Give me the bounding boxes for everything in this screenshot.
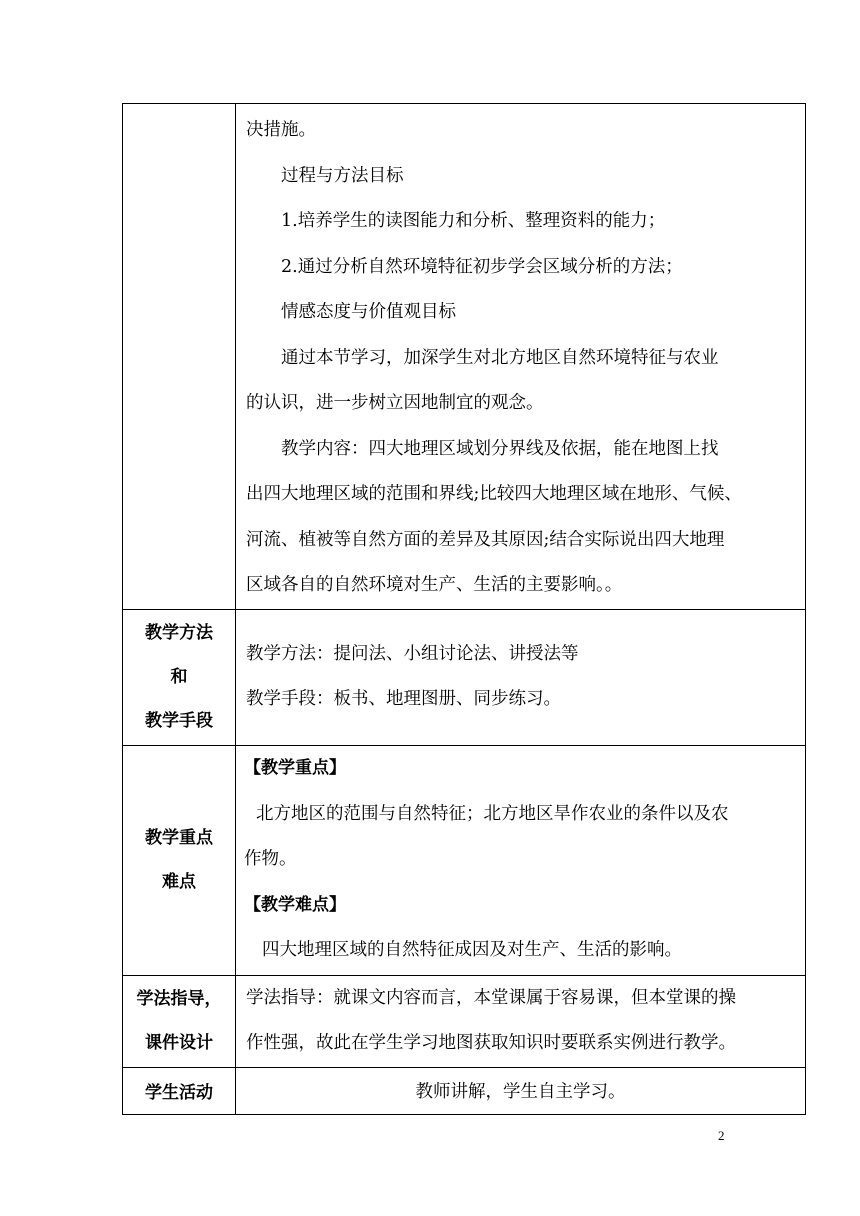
key-points-content-cell xyxy=(236,745,806,975)
difficult-points-line: 四大地理区域的自然特征成因及对生产、生活的影响。 xyxy=(262,940,682,961)
guidance-label: 课件设计 xyxy=(145,1033,213,1053)
methods-label-cell xyxy=(123,609,236,745)
guidance-label-cell xyxy=(123,975,236,1067)
objective-line: 通过本节学习，加深学生对北方地区自然环境特征与农业 xyxy=(281,347,719,368)
content-line: 区域各自的自然环境对生产、生活的主要影响。。 xyxy=(246,575,623,595)
methods-line: 教学方法：提问法、小组讨论法、讲授法等 xyxy=(246,643,579,664)
objective-heading: 过程与方法目标 xyxy=(281,165,404,186)
objective-line: 1.培养学生的读图能力和分析、整理资料的能力； xyxy=(281,211,666,231)
objective-line: 的认识，进一步树立因地制宜的观念。 xyxy=(246,393,544,413)
key-points-label: 难点 xyxy=(162,872,196,892)
guidance-label: 学法指导， xyxy=(136,989,222,1009)
objectives-content-cell xyxy=(236,104,806,610)
methods-label: 教学方法 xyxy=(145,623,213,643)
table-row xyxy=(123,745,806,975)
table-row xyxy=(123,975,806,1067)
methods-label: 教学手段 xyxy=(145,711,213,731)
objective-heading: 情感态度与价值观目标 xyxy=(281,302,456,322)
page-number: 2 xyxy=(718,1128,725,1143)
methods-label: 和 xyxy=(170,667,188,687)
methods-line: 教学手段：板书、地理图册、同步练习。 xyxy=(246,689,561,709)
key-points-line: 作物。 xyxy=(244,849,297,870)
table-row xyxy=(123,1067,806,1114)
objective-line: 2.通过分析自然环境特征初步学会区域分析的方法； xyxy=(281,256,683,277)
guidance-line: 作性强，故此在学生学习地图获取知识时要联系实例进行教学。 xyxy=(246,1033,736,1053)
guidance-line: 学法指导：就课文内容而言，本堂课属于容易课，但本堂课的操 xyxy=(246,987,736,1008)
content-line: 出四大地理区域的范围和界线;比较四大地理区域在地形、气候、 xyxy=(246,484,742,504)
difficult-points-heading: 【教学难点】 xyxy=(244,894,346,915)
activities-label-cell: 学生活动 xyxy=(123,1067,236,1114)
key-points-label: 教学重点 xyxy=(145,828,213,848)
key-points-line: 北方地区的范围与自然特征；北方地区旱作农业的条件以及农 xyxy=(256,803,729,824)
objective-line: 决措施。 xyxy=(246,120,316,140)
content-line: 教学内容：四大地理区域划分界线及依据，能在地图上找 xyxy=(281,438,719,459)
guidance-content-cell xyxy=(236,975,806,1067)
table-row xyxy=(123,609,806,745)
activities-content-cell: 教师讲解，学生自主学习。 xyxy=(236,1067,806,1114)
key-points-heading: 【教学重点】 xyxy=(244,758,346,779)
lesson-plan-table xyxy=(122,103,806,1115)
key-points-label-cell xyxy=(123,745,236,975)
table-row xyxy=(123,104,806,610)
content-line: 河流、植被等自然方面的差异及其原因;结合实际说出四大地理 xyxy=(246,529,725,550)
objectives-label-cell xyxy=(123,104,236,610)
methods-content-cell xyxy=(236,609,806,745)
